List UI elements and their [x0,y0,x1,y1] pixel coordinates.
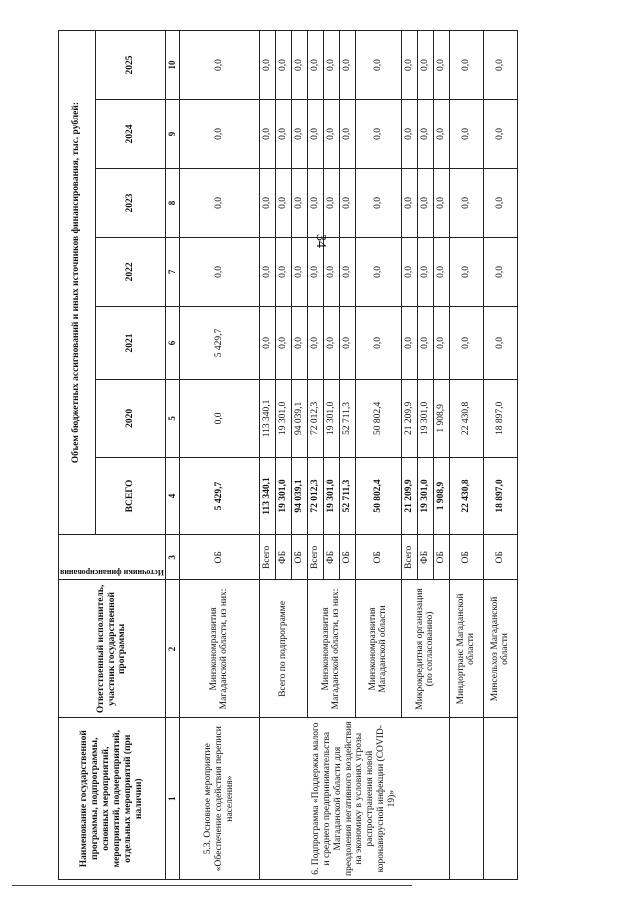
cell-value: 0,0 [275,306,291,379]
cell-value: 0,0 [307,306,323,379]
cell-value: 0,0 [275,237,291,306]
cell-value: 0,0 [483,306,517,379]
cell-value: 52 711,3 [339,380,355,458]
cell-total: 21 209,9 [401,457,417,535]
cell-value: 0,0 [307,31,323,100]
col-number: 6 [165,306,179,379]
cell-value: 0,0 [291,306,307,379]
header-year: 2020 [95,380,165,458]
col-number: 1 [165,718,179,880]
cell-value: 94 039,1 [291,380,307,458]
cell-value: 0,0 [291,31,307,100]
cell-value: 0,0 [433,100,449,169]
table-row [179,31,259,880]
header-year: 2025 [95,31,165,100]
row-source: ФБ [417,535,433,580]
cell-value: 0,0 [179,380,259,458]
row-source: Всего [307,535,323,580]
row-name [483,718,517,880]
cell-value: 0,0 [339,31,355,100]
cell-value: 0,0 [259,31,275,100]
cell-value: 0,0 [323,31,339,100]
cell-value: 0,0 [275,168,291,237]
cell-value: 0,0 [339,168,355,237]
col-number: 7 [165,237,179,306]
cell-total: 72 012,3 [307,457,323,535]
col-number: 2 [165,580,179,718]
cell-value: 22 430,8 [449,380,483,458]
cell-total: 19 301,0 [275,457,291,535]
cell-value: 0,0 [339,100,355,169]
row-source: Всего [259,535,275,580]
cell-value: 0,0 [259,237,275,306]
cell-value: 0,0 [259,100,275,169]
cell-value: 0,0 [291,100,307,169]
cell-value: 0,0 [259,168,275,237]
cell-value: 0,0 [433,31,449,100]
cell-value: 0,0 [355,237,401,306]
cell-value: 19 301,0 [275,380,291,458]
cell-value: 0,0 [401,31,417,100]
cell-value: 0,0 [323,306,339,379]
header-year: ВСЕГО [95,457,165,535]
cell-total: 1 908,9 [433,457,449,535]
header-year: 2021 [95,306,165,379]
cell-value: 0,0 [179,31,259,100]
cell-value: 0,0 [417,31,433,100]
cell-value: 0,0 [307,100,323,169]
cell-value: 5 429,7 [179,306,259,379]
row-executor: Миндортранс Магаданской области [449,580,483,718]
cell-value: 0,0 [483,31,517,100]
cell-value: 0,0 [307,168,323,237]
cell-value: 0,0 [323,237,339,306]
scan-edge-line [12,885,412,886]
cell-value: 0,0 [355,100,401,169]
cell-value: 0,0 [401,237,417,306]
cell-value: 0,0 [355,31,401,100]
col-number: 5 [165,380,179,458]
row-name [449,718,483,880]
cell-value: 1 908,9 [433,380,449,458]
rotated-budget-table [58,30,588,880]
cell-value: 0,0 [355,168,401,237]
cell-value: 0,0 [433,306,449,379]
row-executor: Минсельхоз Магаданской области [483,580,517,718]
cell-value: 0,0 [449,168,483,237]
row-source: ОБ [449,535,483,580]
header-source: Источники финансирования [59,535,166,580]
col-number: 8 [165,168,179,237]
cell-total: 113 340,1 [259,457,275,535]
cell-total: 5 429,7 [179,457,259,535]
cell-value: 0,0 [323,168,339,237]
table-row [449,31,483,880]
row-name: 5.3. Основное мероприятие «Обеспечение содействия переписи населения» [179,718,259,880]
cell-value: 0,0 [449,31,483,100]
header-year: 2023 [95,168,165,237]
cell-value: 0,0 [401,100,417,169]
cell-value: 0,0 [417,237,433,306]
cell-value: 0,0 [339,306,355,379]
cell-value: 0,0 [275,31,291,100]
table-row [259,31,275,880]
row-executor: Минэкономразвития Магаданской области, из них: [307,580,355,718]
row-source: ОБ [291,535,307,580]
row-executor: Минэкономразвития Магаданской области, из них: [179,580,259,718]
cell-total: 19 301,0 [417,457,433,535]
page-number: 34 [313,234,328,248]
cell-value: 0,0 [307,237,323,306]
cell-value: 0,0 [259,306,275,379]
cell-value: 0,0 [339,237,355,306]
cell-value: 0,0 [417,306,433,379]
cell-total: 50 802,4 [355,457,401,535]
cell-value: 0,0 [449,306,483,379]
row-source: ОБ [483,535,517,580]
cell-value: 0,0 [483,237,517,306]
cell-value: 0,0 [433,237,449,306]
col-number: 4 [165,457,179,535]
cell-value: 0,0 [291,168,307,237]
cell-total: 18 897,0 [483,457,517,535]
row-source: ФБ [323,535,339,580]
row-source: ФБ [275,535,291,580]
row-executor: Всего по подпрограмме [259,580,307,718]
cell-value: 0,0 [483,168,517,237]
cell-value: 0,0 [179,168,259,237]
cell-value: 72 012,3 [307,380,323,458]
cell-value: 0,0 [275,100,291,169]
cell-total: 22 430,8 [449,457,483,535]
row-source: Всего [401,535,417,580]
header-funding: Объем бюджетных ассигнований и иных источников финансирования, тыс. рублей: [59,31,96,535]
row-source: ОБ [339,535,355,580]
header-year: 2022 [95,237,165,306]
header-executor: Ответственный исполнитель, участник государственной программы [59,580,166,718]
cell-value: 0,0 [291,237,307,306]
header-name: Наименование государственной программы, подпрограммы, основных мероприятий, мероприятий, подмероприятий, отдельных мероприятий (при наличии) [59,718,166,880]
col-number: 10 [165,31,179,100]
cell-value: 0,0 [449,237,483,306]
cell-value: 18 897,0 [483,380,517,458]
cell-value: 0,0 [401,168,417,237]
cell-value: 19 301,0 [417,380,433,458]
row-executor: Микрокредитная организация (по согласованию) [401,580,449,718]
cell-value: 0,0 [433,168,449,237]
cell-value: 0,0 [483,100,517,169]
cell-value: 0,0 [417,168,433,237]
cell-value: 0,0 [449,100,483,169]
cell-value: 0,0 [323,100,339,169]
cell-value: 0,0 [355,306,401,379]
budget-table [58,30,518,880]
col-number: 3 [165,535,179,580]
cell-value: 113 340,1 [259,380,275,458]
cell-value: 0,0 [417,100,433,169]
cell-total: 52 711,3 [339,457,355,535]
row-name: 6. Подпрограмма «Поддержка малого и среднего предпринимательства Магаданской области для преодоления негативного воздействия на экономику в условиях угрозы распространения новой коронавирусной инфекции (COVID-19)» [259,718,449,880]
cell-value: 0,0 [179,100,259,169]
row-source: ОБ [433,535,449,580]
cell-value: 21 209,9 [401,380,417,458]
cell-value: 0,0 [401,306,417,379]
header-year: 2024 [95,100,165,169]
row-source: ОБ [355,535,401,580]
col-number: 9 [165,100,179,169]
row-executor: Минэкономразвития Магаданской области [355,580,401,718]
cell-total: 19 301,0 [323,457,339,535]
cell-value: 50 802,4 [355,380,401,458]
cell-value: 19 301,0 [323,380,339,458]
cell-value: 0,0 [179,237,259,306]
row-source: ОБ [179,535,259,580]
table-row [483,31,517,880]
cell-total: 94 039,1 [291,457,307,535]
